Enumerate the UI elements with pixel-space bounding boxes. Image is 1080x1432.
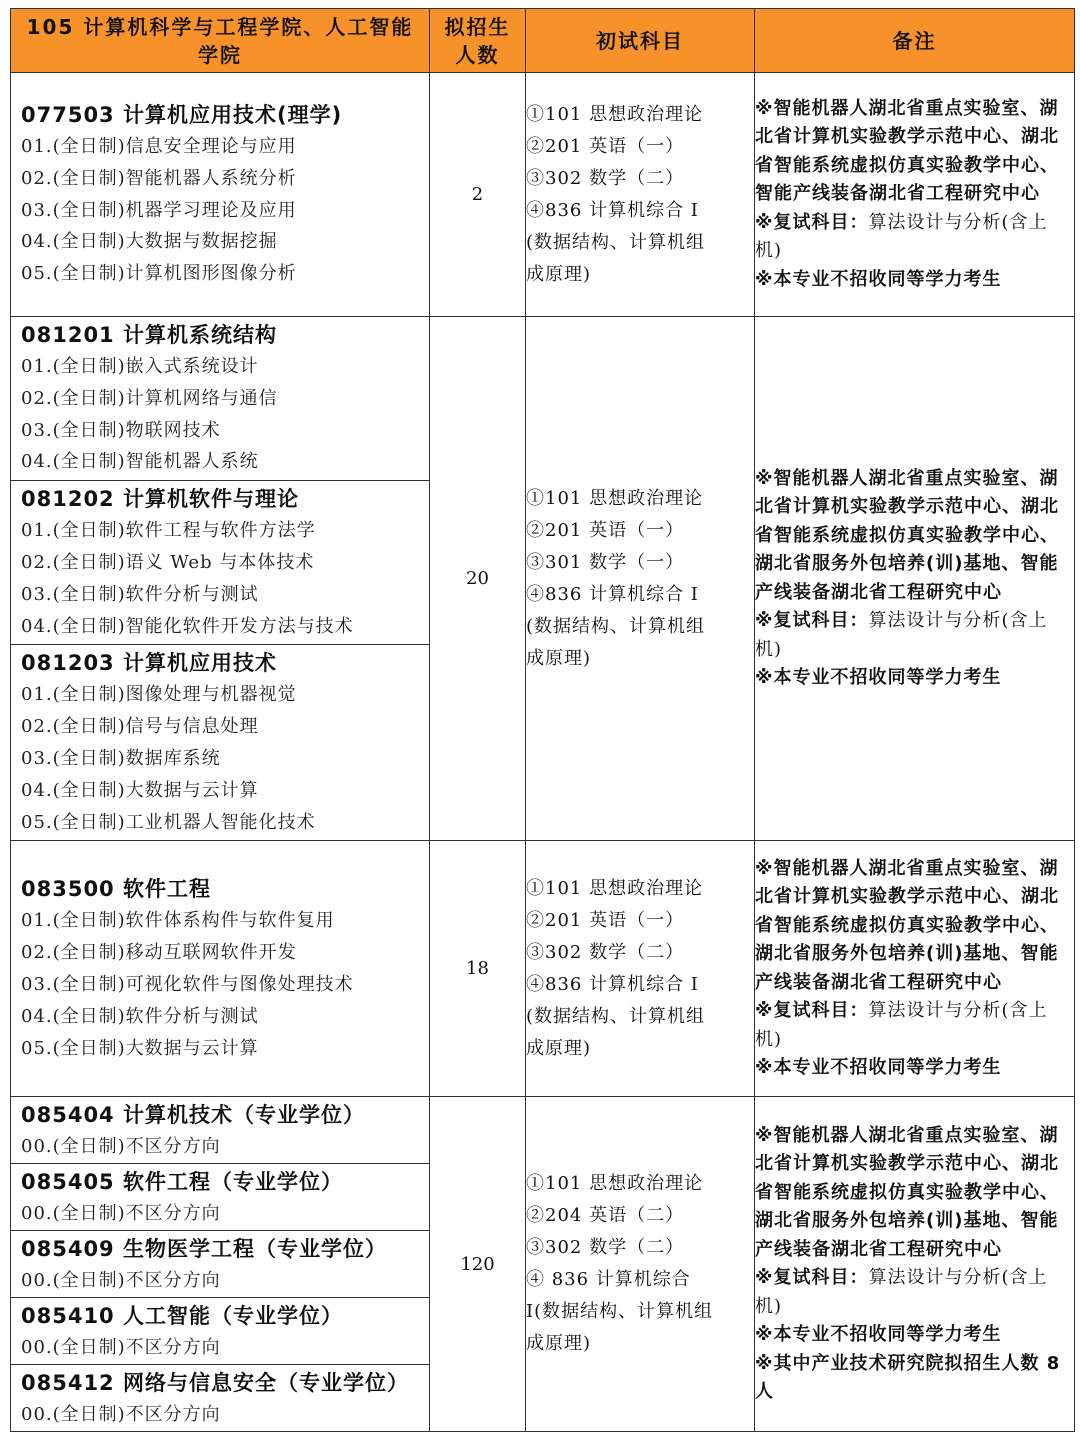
exam-subject: ④ 836 计算机综合 — [526, 1269, 691, 1291]
research-direction: 04.(全日制)智能化软件开发方法与技术 — [21, 615, 354, 637]
note-plain-text: 算法设计与分析(含上机) — [755, 1000, 1048, 1050]
note-item — [755, 664, 1074, 693]
exam-subject: ③302 数学（二） — [526, 1237, 685, 1259]
table-body — [11, 73, 1075, 1432]
exam-subject: 成原理) — [526, 1037, 592, 1059]
note-bold-text: ※智能机器人湖北省重点实验室、湖北省计算机实验教学示范中心、湖北省智能系统虚拟仿真实验教学中心、湖北省服务外包培养(训)基地、智能产线装备湖北省工程研究中心 — [755, 857, 1059, 993]
exam-subject: ③301 数学（一） — [526, 551, 685, 573]
exam-subject: ②201 英语（一） — [526, 135, 685, 157]
exam-subject: ③302 数学（二） — [526, 167, 685, 189]
exam-subject: 成原理) — [526, 263, 592, 285]
research-direction: 04.(全日制)智能机器人系统 — [21, 451, 259, 473]
majors-cell — [11, 317, 430, 841]
header-enrollment-count: 拟招生人数 — [430, 9, 526, 73]
research-direction: 00.(全日制)不区分方向 — [21, 1270, 221, 1292]
research-direction: 00.(全日制)不区分方向 — [21, 1203, 221, 1225]
note-bold-text: ※复试科目： — [755, 1000, 869, 1022]
major-block — [11, 1097, 429, 1163]
research-direction: 03.(全日制)物联网技术 — [21, 419, 221, 441]
research-direction: 01.(全日制)图像处理与机器视觉 — [21, 684, 297, 706]
research-direction: 05.(全日制)计算机图形图像分析 — [21, 263, 297, 285]
research-direction: 05.(全日制)工业机器人智能化技术 — [21, 811, 316, 833]
research-direction: 02.(全日制)计算机网络与通信 — [21, 387, 278, 409]
header-college: 105 计算机科学与工程学院、人工智能学院 — [11, 9, 430, 73]
note-plain-text: 算法设计与分析(含上机) — [755, 1267, 1048, 1317]
header-exam-subjects: 初试科目 — [526, 9, 755, 73]
table-row — [11, 1097, 1075, 1432]
majors-cell — [11, 73, 430, 317]
exam-subject: I(数据结构、计算机组 — [526, 1301, 714, 1323]
research-direction: 02.(全日制)移动互联网软件开发 — [21, 942, 297, 964]
major-title: 085404 计算机技术（专业学位） — [21, 1103, 365, 1128]
exam-subject: ①101 思想政治理论 — [526, 1173, 704, 1195]
exam-subjects-cell — [526, 1097, 755, 1432]
research-direction: 00.(全日制)不区分方向 — [21, 1404, 221, 1426]
exam-subject: ④836 计算机综合 I — [526, 583, 699, 605]
exam-subject: ①101 思想政治理论 — [526, 487, 704, 509]
note-item — [755, 607, 1074, 664]
research-direction: 01.(全日制)软件体系构件与软件复用 — [21, 910, 335, 932]
note-item — [755, 855, 1074, 998]
research-direction: 04.(全日制)软件分析与测试 — [21, 1005, 259, 1027]
exam-subject: (数据结构、计算机组 — [526, 615, 706, 637]
header-notes: 备注 — [755, 9, 1075, 73]
notes-cell — [755, 73, 1075, 317]
note-item — [755, 1321, 1074, 1350]
enrollment-count: 20 — [430, 317, 526, 841]
research-direction: 01.(全日制)软件工程与软件方法学 — [21, 520, 316, 542]
major-title: 085409 生物医学工程（专业学位） — [21, 1237, 387, 1262]
note-item — [755, 1054, 1074, 1083]
enrollment-count: 18 — [430, 841, 526, 1097]
research-direction: 01.(全日制)嵌入式系统设计 — [21, 356, 259, 377]
exam-subject: ②204 英语（二） — [526, 1205, 685, 1227]
majors-cell — [11, 841, 430, 1097]
note-item — [755, 209, 1074, 266]
note-bold-text: ※本专业不招收同等学力考生 — [755, 268, 1002, 290]
research-direction: 02.(全日制)信号与信息处理 — [21, 716, 259, 738]
notes-cell — [755, 841, 1075, 1097]
major-block — [11, 871, 429, 1066]
major-title: 083500 软件工程 — [21, 877, 211, 902]
note-item — [755, 95, 1074, 209]
note-item — [755, 266, 1074, 295]
exam-subjects-cell — [526, 73, 755, 317]
research-direction: 04.(全日制)大数据与云计算 — [21, 779, 259, 801]
notes-cell — [755, 1097, 1075, 1432]
major-title: 081202 计算机软件与理论 — [21, 487, 299, 512]
major-block — [11, 1163, 429, 1230]
exam-subjects-cell — [526, 841, 755, 1097]
research-direction: 03.(全日制)数据库系统 — [21, 747, 221, 769]
note-plain-text: 算法设计与分析(含上机) — [755, 610, 1048, 660]
majors-cell — [11, 1097, 430, 1432]
research-direction: 05.(全日制)大数据与云计算 — [21, 1037, 259, 1059]
exam-subject: (数据结构、计算机组 — [526, 1005, 706, 1027]
exam-subject: ①101 思想政治理论 — [526, 103, 704, 125]
table-row — [11, 317, 1075, 841]
note-bold-text: ※本专业不招收同等学力考生 — [755, 1324, 1002, 1346]
research-direction: 00.(全日制)不区分方向 — [21, 1337, 221, 1359]
exam-subject: (数据结构、计算机组 — [526, 231, 706, 253]
major-title: 077503 计算机应用技术(理学) — [21, 103, 343, 127]
major-title: 081203 计算机应用技术 — [21, 651, 277, 676]
major-block — [11, 1364, 429, 1431]
exam-subjects-cell — [526, 317, 755, 841]
table-header-row — [11, 9, 1075, 73]
major-block — [11, 97, 429, 292]
exam-subject: ②201 英语（一） — [526, 519, 685, 541]
major-block — [11, 317, 429, 480]
note-bold-text: ※其中产业技术研究院拟招生人数 8 人 — [755, 1352, 1061, 1403]
research-direction: 02.(全日制)智能机器人系统分析 — [21, 167, 297, 189]
research-direction: 00.(全日制)不区分方向 — [21, 1136, 221, 1158]
major-block — [11, 1297, 429, 1364]
exam-subject: ④836 计算机综合 I — [526, 973, 699, 995]
research-direction: 02.(全日制)语义 Web 与本体技术 — [21, 551, 315, 573]
major-title: 085405 软件工程（专业学位） — [21, 1170, 343, 1195]
major-block — [11, 644, 429, 840]
note-bold-text: ※复试科目： — [755, 610, 869, 632]
note-bold-text: ※本专业不招收同等学力考生 — [755, 667, 1002, 689]
major-block — [11, 1230, 429, 1297]
research-direction: 04.(全日制)大数据与数据挖掘 — [21, 231, 278, 253]
table-row — [11, 73, 1075, 317]
note-bold-text: ※复试科目： — [755, 211, 869, 233]
note-item — [755, 1264, 1074, 1321]
research-direction: 01.(全日制)信息安全理论与应用 — [21, 136, 297, 157]
enrollment-count: 120 — [430, 1097, 526, 1432]
note-bold-text: ※智能机器人湖北省重点实验室、湖北省计算机实验教学示范中心、湖北省智能系统虚拟仿真实验教学中心、湖北省服务外包培养(训)基地、智能产线装备湖北省工程研究中心 — [755, 467, 1059, 603]
note-item — [755, 465, 1074, 608]
exam-subject: 成原理) — [526, 1333, 592, 1355]
research-direction: 03.(全日制)可视化软件与图像处理技术 — [21, 973, 354, 995]
admissions-table — [10, 8, 1075, 1432]
exam-subject: ④836 计算机综合 I — [526, 199, 699, 221]
note-bold-text: ※复试科目： — [755, 1267, 869, 1289]
note-plain-text: 算法设计与分析(含上机) — [755, 211, 1048, 262]
exam-subject: ①101 思想政治理论 — [526, 877, 704, 899]
note-bold-text: ※本专业不招收同等学力考生 — [755, 1057, 1002, 1079]
note-item — [755, 1122, 1074, 1265]
exam-subject: ③302 数学（二） — [526, 941, 685, 963]
note-item — [755, 1350, 1074, 1407]
research-direction: 03.(全日制)软件分析与测试 — [21, 583, 259, 605]
notes-cell — [755, 317, 1075, 841]
major-block — [11, 480, 429, 644]
note-bold-text: ※智能机器人湖北省重点实验室、湖北省计算机实验教学示范中心、湖北省智能系统虚拟仿真实验教学中心、湖北省服务外包培养(训)基地、智能产线装备湖北省工程研究中心 — [755, 1124, 1059, 1260]
enrollment-count: 2 — [430, 73, 526, 317]
major-title: 085410 人工智能（专业学位） — [21, 1304, 343, 1329]
exam-subject: ②201 英语（一） — [526, 909, 685, 931]
note-item — [755, 997, 1074, 1054]
major-title: 085412 网络与信息安全（专业学位） — [21, 1371, 409, 1396]
major-title: 081201 计算机系统结构 — [21, 323, 277, 347]
research-direction: 03.(全日制)机器学习理论及应用 — [21, 199, 297, 221]
note-bold-text: ※智能机器人湖北省重点实验室、湖北省计算机实验教学示范中心、湖北省智能系统虚拟仿真实验教学中心、智能产线装备湖北省工程研究中心 — [755, 97, 1059, 205]
exam-subject: 成原理) — [526, 647, 592, 669]
table-row — [11, 841, 1075, 1097]
